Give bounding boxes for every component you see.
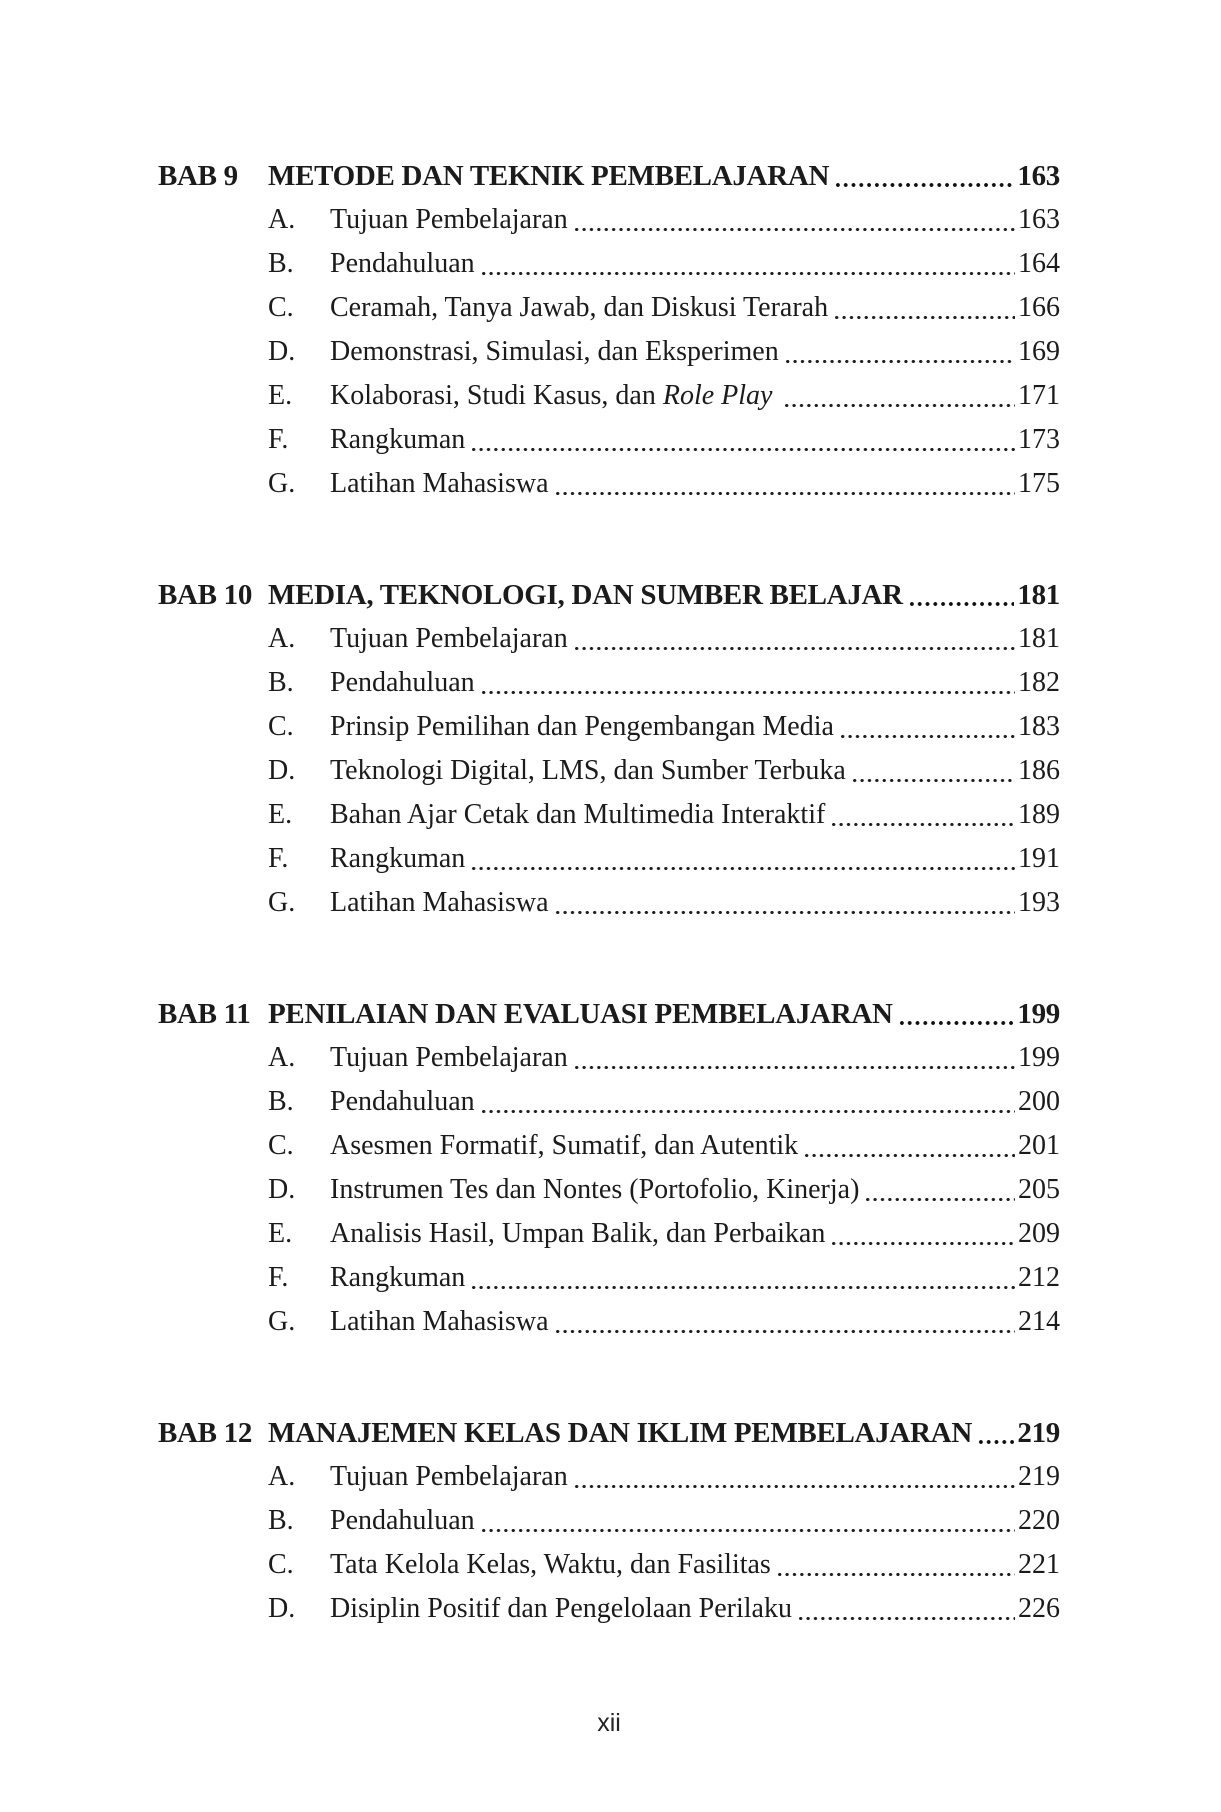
entry-text: Pendahuluan <box>330 248 475 279</box>
entry-text: Ceramah, Tanya Jawab, dan Diskusi Terarah <box>330 292 829 323</box>
chapter-block <box>158 154 1060 506</box>
entry-page-number: 181 <box>1018 623 1060 654</box>
entry-text: Tujuan Pembelajaran <box>330 1461 568 1492</box>
entry-page-number: 226 <box>1018 1593 1060 1624</box>
toc-entry <box>158 374 1060 418</box>
chapter-page-number: 181 <box>1017 579 1060 611</box>
entry-text-italic: Role Play <box>662 380 773 411</box>
dot-leader <box>908 573 1015 617</box>
dot-leader <box>784 330 1015 374</box>
chapter-heading-row <box>158 154 1060 198</box>
dot-leader <box>839 705 1015 749</box>
entry-letter: A. <box>268 623 296 654</box>
entry-indent <box>158 1300 268 1344</box>
entry-letter: B. <box>268 667 294 698</box>
entry-page-number: 193 <box>1018 887 1060 918</box>
chapter-title: METODE DAN TEKNIK PEMBELAJARAN <box>268 160 830 192</box>
entry-text: Kolaborasi, Studi Kasus, dan <box>330 380 656 411</box>
toc-entry <box>158 1300 1060 1344</box>
entry-page-number: 191 <box>1018 843 1060 874</box>
entry-indent <box>158 617 268 661</box>
entry-letter: C. <box>268 292 294 323</box>
chapter-label: BAB 11 <box>158 998 251 1030</box>
dot-leader <box>470 837 1015 881</box>
entry-indent <box>158 286 268 330</box>
entry-page-number: 205 <box>1018 1174 1060 1205</box>
entry-indent <box>158 1168 268 1212</box>
entry-indent <box>158 837 268 881</box>
entry-text: Asesmen Formatif, Sumatif, dan Autentik <box>330 1130 799 1161</box>
chapter-page-number: 199 <box>1017 998 1060 1030</box>
toc-entry <box>158 286 1060 330</box>
entry-text: Pendahuluan <box>330 1086 475 1117</box>
dot-leader <box>898 992 1015 1036</box>
entry-text: Rangkuman <box>330 1262 466 1293</box>
entry-letter: B. <box>268 1505 294 1536</box>
entry-letter: A. <box>268 1042 296 1073</box>
dot-leader <box>573 617 1015 661</box>
entry-indent <box>158 1036 268 1080</box>
entry-page-number: 201 <box>1018 1130 1060 1161</box>
toc-entry <box>158 198 1060 242</box>
entry-indent <box>158 242 268 286</box>
entry-indent <box>158 1543 268 1587</box>
chapter-block <box>158 992 1060 1344</box>
dot-leader <box>830 793 1015 837</box>
chapter-title: PENILAIAN DAN EVALUASI PEMBELAJARAN <box>268 998 893 1030</box>
toc-entry <box>158 418 1060 462</box>
entry-letter: D. <box>268 1174 296 1205</box>
toc-entry <box>158 1124 1060 1168</box>
toc-entry <box>158 705 1060 749</box>
entry-letter: D. <box>268 336 296 367</box>
entry-page-number: 199 <box>1018 1042 1060 1073</box>
dot-leader <box>470 418 1015 462</box>
dot-leader <box>480 1499 1015 1543</box>
toc-entry <box>158 661 1060 705</box>
entry-letter: G. <box>268 1306 296 1337</box>
dot-leader <box>573 1036 1015 1080</box>
chapter-block <box>158 573 1060 925</box>
entry-letter: A. <box>268 204 296 235</box>
chapter-heading-row <box>158 992 1060 1036</box>
toc-entry <box>158 1212 1060 1256</box>
chapter-label: BAB 9 <box>158 160 238 192</box>
entry-indent <box>158 374 268 418</box>
toc-entry <box>158 749 1060 793</box>
entry-text: Teknologi Digital, LMS, dan Sumber Terbuka <box>330 755 846 786</box>
entry-text: Latihan Mahasiswa <box>330 887 549 918</box>
entry-text: Bahan Ajar Cetak dan Multimedia Interaktif <box>330 799 826 830</box>
entry-text: Disiplin Positif dan Pengelolaan Perilaku <box>330 1593 792 1624</box>
entry-indent <box>158 793 268 837</box>
entry-text: Tujuan Pembelajaran <box>330 1042 568 1073</box>
entry-letter: E. <box>268 1218 293 1249</box>
entry-text: Tujuan Pembelajaran <box>330 204 568 235</box>
dot-leader <box>554 881 1016 925</box>
toc-entry <box>158 837 1060 881</box>
dot-leader <box>470 1256 1015 1300</box>
chapter-page-number: 219 <box>1017 1417 1060 1449</box>
entry-page-number: 169 <box>1018 336 1060 367</box>
dot-leader <box>797 1587 1015 1631</box>
entry-text: Prinsip Pemilihan dan Pengembangan Media <box>330 711 834 742</box>
entry-letter: D. <box>268 755 296 786</box>
entry-page-number: 186 <box>1018 755 1060 786</box>
toc-entry <box>158 1543 1060 1587</box>
dot-leader <box>864 1168 1015 1212</box>
chapter-label: BAB 12 <box>158 1417 253 1449</box>
chapter-label: BAB 10 <box>158 579 253 611</box>
dot-leader <box>573 198 1015 242</box>
entry-letter: D. <box>268 1593 296 1624</box>
toc-entry <box>158 1168 1060 1212</box>
entry-indent <box>158 462 268 506</box>
dot-leader <box>830 1212 1015 1256</box>
entry-page-number: 163 <box>1018 204 1060 235</box>
toc-entry <box>158 330 1060 374</box>
dot-leader <box>977 1411 1014 1455</box>
entry-text: Pendahuluan <box>330 667 475 698</box>
table-of-contents <box>158 154 1060 1698</box>
toc-entry <box>158 1455 1060 1499</box>
entry-letter: C. <box>268 1130 294 1161</box>
dot-leader <box>554 462 1016 506</box>
entry-page-number: 173 <box>1018 424 1060 455</box>
dot-leader <box>480 661 1015 705</box>
entry-indent <box>158 418 268 462</box>
entry-page-number: 166 <box>1018 292 1060 323</box>
entry-indent <box>158 705 268 749</box>
dot-leader <box>573 1455 1015 1499</box>
entry-page-number: 171 <box>1018 380 1060 411</box>
chapter-block <box>158 1411 1060 1631</box>
dot-leader <box>783 374 1015 418</box>
entry-text: Latihan Mahasiswa <box>330 468 549 499</box>
entry-indent <box>158 1212 268 1256</box>
toc-entry <box>158 881 1060 925</box>
dot-leader <box>480 1080 1015 1124</box>
page-footer <box>158 1710 1060 1736</box>
entry-letter: G. <box>268 468 296 499</box>
entry-text: Rangkuman <box>330 424 466 455</box>
entry-text: Pendahuluan <box>330 1505 475 1536</box>
chapter-heading-row <box>158 573 1060 617</box>
entry-letter: E. <box>268 380 293 411</box>
toc-entry <box>158 242 1060 286</box>
entry-page-number: 221 <box>1018 1549 1060 1580</box>
entry-text: Tata Kelola Kelas, Waktu, dan Fasilitas <box>330 1549 771 1580</box>
chapter-title: MEDIA, TEKNOLOGI, DAN SUMBER BELAJAR <box>268 579 903 611</box>
entry-text: Rangkuman <box>330 843 466 874</box>
chapter-page-number: 163 <box>1017 160 1060 192</box>
entry-letter: C. <box>268 1549 294 1580</box>
dot-leader <box>803 1124 1015 1168</box>
entry-letter: F. <box>268 424 289 455</box>
entry-page-number: 200 <box>1018 1086 1060 1117</box>
dot-leader <box>834 154 1014 198</box>
dot-leader <box>833 286 1015 330</box>
entry-letter: A. <box>268 1461 296 1492</box>
entry-text: Demonstrasi, Simulasi, dan Eksperimen <box>330 336 779 367</box>
entry-letter: C. <box>268 711 294 742</box>
chapter-heading-row <box>158 1411 1060 1455</box>
entry-letter: E. <box>268 799 293 830</box>
entry-indent <box>158 1455 268 1499</box>
entry-page-number: 164 <box>1018 248 1060 279</box>
entry-indent <box>158 330 268 374</box>
toc-entry <box>158 1080 1060 1124</box>
entry-indent <box>158 1256 268 1300</box>
toc-entry <box>158 1036 1060 1080</box>
entry-text: Instrumen Tes dan Nontes (Portofolio, Kinerja) <box>330 1174 860 1205</box>
entry-text: Analisis Hasil, Umpan Balik, dan Perbaikan <box>330 1218 826 1249</box>
entry-indent <box>158 198 268 242</box>
entry-indent <box>158 749 268 793</box>
entry-indent <box>158 1124 268 1168</box>
entry-letter: B. <box>268 248 294 279</box>
entry-page-number: 183 <box>1018 711 1060 742</box>
dot-leader <box>480 242 1015 286</box>
entry-page-number: 189 <box>1018 799 1060 830</box>
entry-letter: F. <box>268 843 289 874</box>
toc-entry <box>158 793 1060 837</box>
toc-entry <box>158 1256 1060 1300</box>
entry-indent <box>158 1080 268 1124</box>
page-number: xii <box>597 1709 621 1737</box>
toc-entry <box>158 462 1060 506</box>
entry-page-number: 212 <box>1018 1262 1060 1293</box>
entry-page-number: 220 <box>1018 1505 1060 1536</box>
toc-entry <box>158 617 1060 661</box>
entry-page-number: 219 <box>1018 1461 1060 1492</box>
entry-letter: F. <box>268 1262 289 1293</box>
entry-text: Latihan Mahasiswa <box>330 1306 549 1337</box>
entry-indent <box>158 661 268 705</box>
chapter-title: MANAJEMEN KELAS DAN IKLIM PEMBELAJARAN <box>268 1417 972 1449</box>
entry-page-number: 209 <box>1018 1218 1060 1249</box>
entry-indent <box>158 1587 268 1631</box>
entry-page-number: 175 <box>1018 468 1060 499</box>
entry-text: Tujuan Pembelajaran <box>330 623 568 654</box>
toc-entry <box>158 1587 1060 1631</box>
dot-leader <box>776 1543 1015 1587</box>
entry-page-number: 182 <box>1018 667 1060 698</box>
dot-leader <box>851 749 1015 793</box>
dot-leader <box>554 1300 1016 1344</box>
entry-indent <box>158 881 268 925</box>
toc-entry <box>158 1499 1060 1543</box>
entry-page-number: 214 <box>1018 1306 1060 1337</box>
entry-letter: B. <box>268 1086 294 1117</box>
entry-indent <box>158 1499 268 1543</box>
entry-letter: G. <box>268 887 296 918</box>
